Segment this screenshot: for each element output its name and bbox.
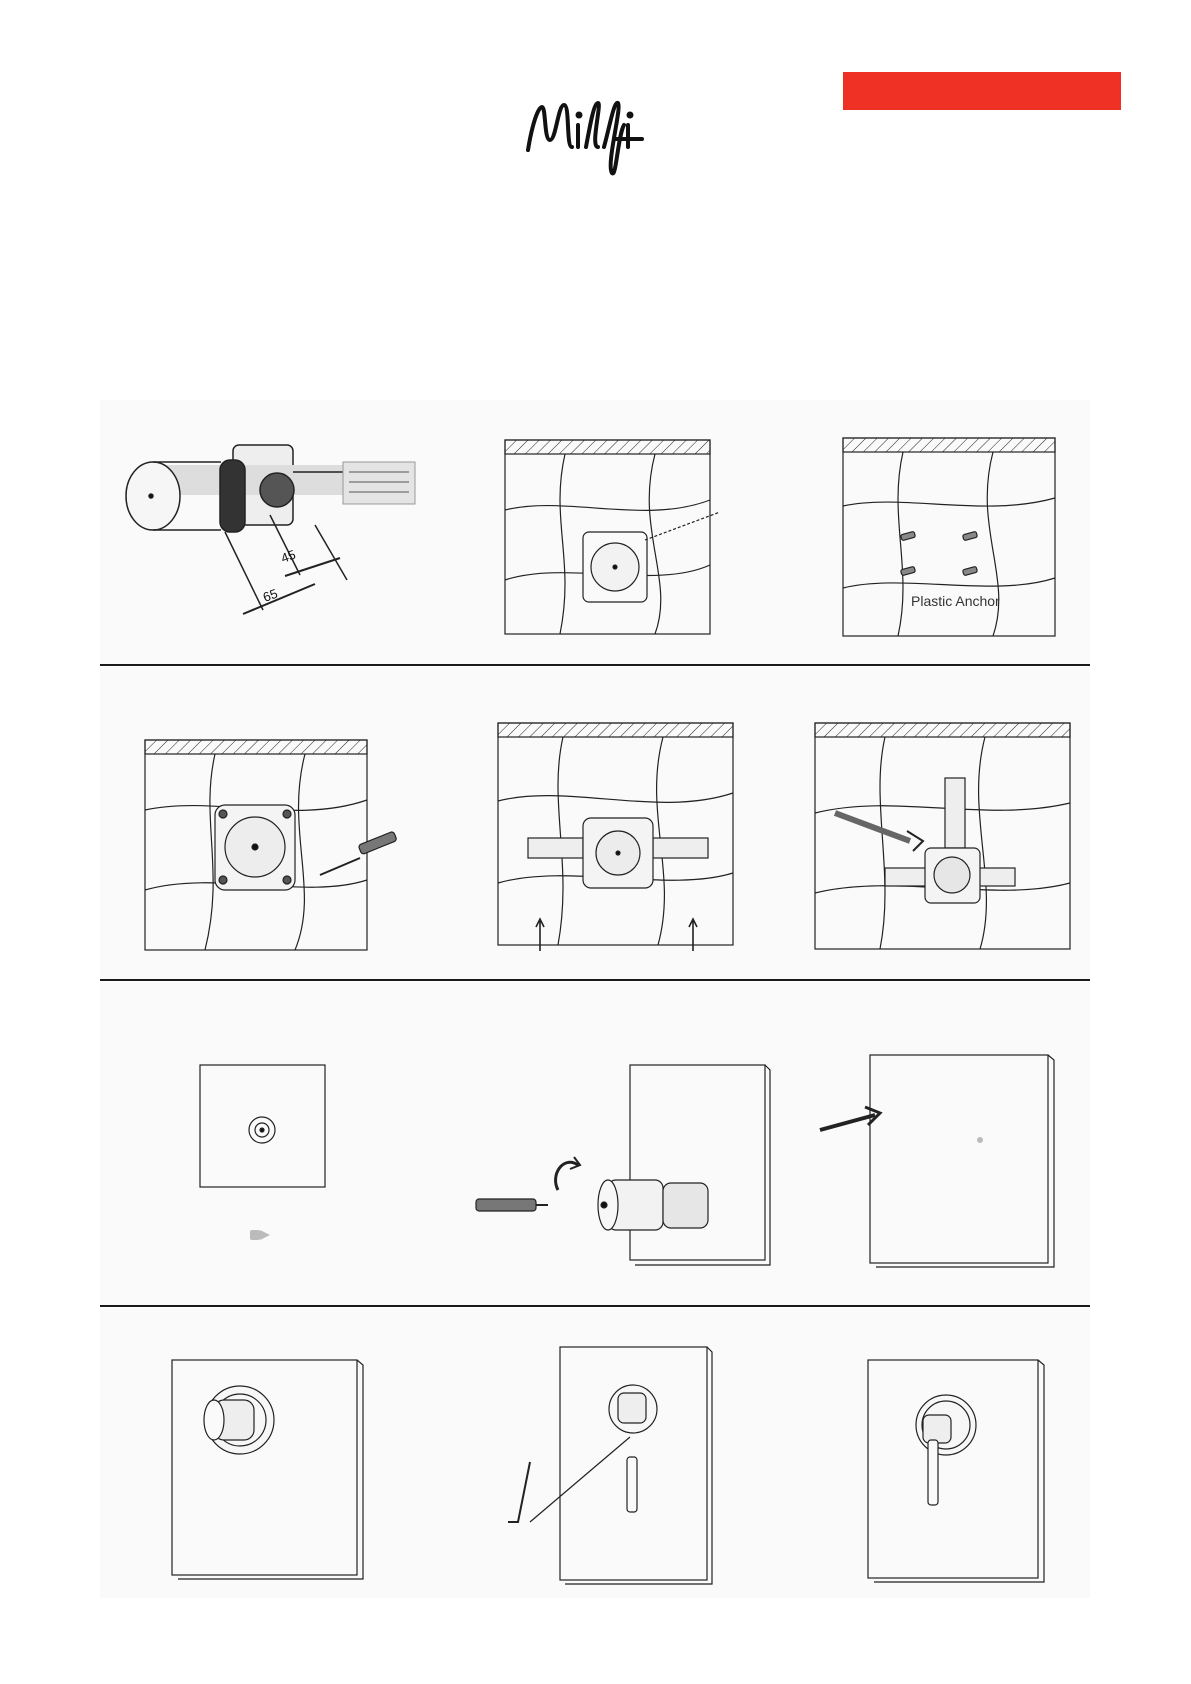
step-1-valve-dimensions <box>125 430 425 630</box>
step-12-finished-mixer <box>868 1360 1043 1585</box>
step-2-drill-wall <box>505 440 715 636</box>
step-9-apply-sealant <box>820 1055 1060 1275</box>
step-6-wrench-tighten <box>815 723 1075 955</box>
step-8-remove-protective-cap <box>478 1065 778 1275</box>
milli-logo <box>520 95 670 185</box>
step-10-fit-escutcheon <box>172 1360 367 1585</box>
row-divider-1 <box>100 664 1090 666</box>
valve-label-photo <box>343 462 415 504</box>
step-7-plaster-cover <box>200 1065 330 1265</box>
dimension-65: 65 <box>260 585 280 605</box>
plastic-anchor-label: Plastic Anchor <box>911 593 1000 609</box>
step-11-fit-lever-handle <box>508 1347 718 1587</box>
dimension-45: 45 <box>278 546 298 566</box>
step-3-plastic-anchor <box>843 438 1058 638</box>
row-divider-3 <box>100 1305 1090 1307</box>
step-5-pipe-connection <box>498 723 738 955</box>
row-divider-2 <box>100 979 1090 981</box>
brand-color-bar <box>843 72 1121 110</box>
step-4-screw-fixing <box>145 740 410 955</box>
